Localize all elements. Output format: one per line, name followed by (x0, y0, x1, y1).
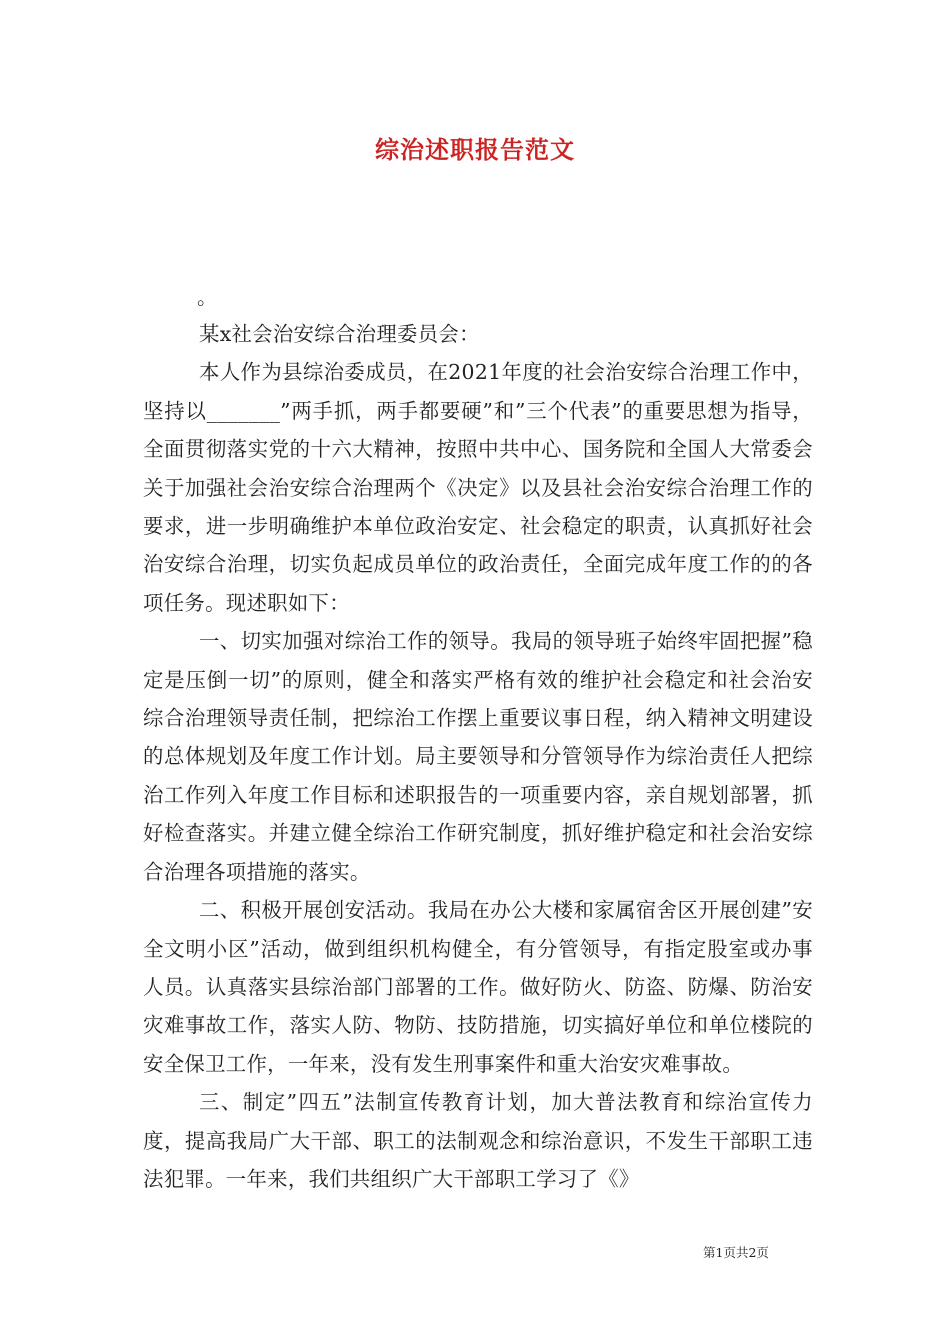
paragraph-leadership: 一、切实加强对综治工作的领导。我局的领导班子始终牢固把握”稳定是压倒一切”的原则，健全和落实严格有效的维护社会稳定和社会治安综合治理领导责任制，把综治工作摆上重要议事日程，纳入精神文明建设的总体规划及年度工作计划。局主要领导和分管领导作为综治责任人把综治工作列入年度工作目标和述职报告的一项重要内容，亲自规划部署，抓好检查落实。并建立健全综治工作研究制度，抓好维护稳定和社会治安综合治理各项措施的落实。 (143, 629, 813, 884)
document-title: 综治述职报告范文 (375, 135, 575, 164)
salutation: 某x社会治安综合治理委员会： (199, 322, 480, 346)
page-number: 第1页共2页 (703, 1245, 769, 1260)
paragraph-intro: 本人作为县综治委成员，在2021年度的社会治安综合治理工作中，坚持以_______”两手抓，两手都要硬”和”三个代表”的重要思想为指导，全面贯彻落实党的十六大精神，按照中共中心、国务院和全国人大常委会关于加强社会治安综合治理两个《决定》以及县社会治安综合治理工作的要求，进一步明确维护本单位政治安定、社会稳定的职责，认真抓好社会治安综合治理，切实负起成员单位的政治责任，全面完成年度工作的的各项任务。现述职如下： (143, 360, 813, 615)
paragraph-legal-education: 三、制定”四五”法制宣传教育计划，加大普法教育和综治宣传力度，提高我局广大干部、职工的法制观念和综治意识，不发生干部职工违法犯罪。一年来，我们共组织广大干部职工学习了《》 (143, 1090, 813, 1191)
paragraph-safety-activities: 二、积极开展创安活动。我局在办公大楼和家属宿舍区开展创建”安全文明小区”活动，做到组织机构健全，有分管领导，有指定股室或办事人员。认真落实县综治部门部署的工作。做好防火、防盗、防爆、防治安灾难事故工作，落实人防、物防、技防措施，切实搞好单位和单位楼院的安全保卫工作，一年来，没有发生刑事案件和重大治安灾难事故。 (143, 898, 813, 1076)
stray-punctuation: 。 (197, 285, 217, 309)
document-body (143, 315, 813, 1198)
